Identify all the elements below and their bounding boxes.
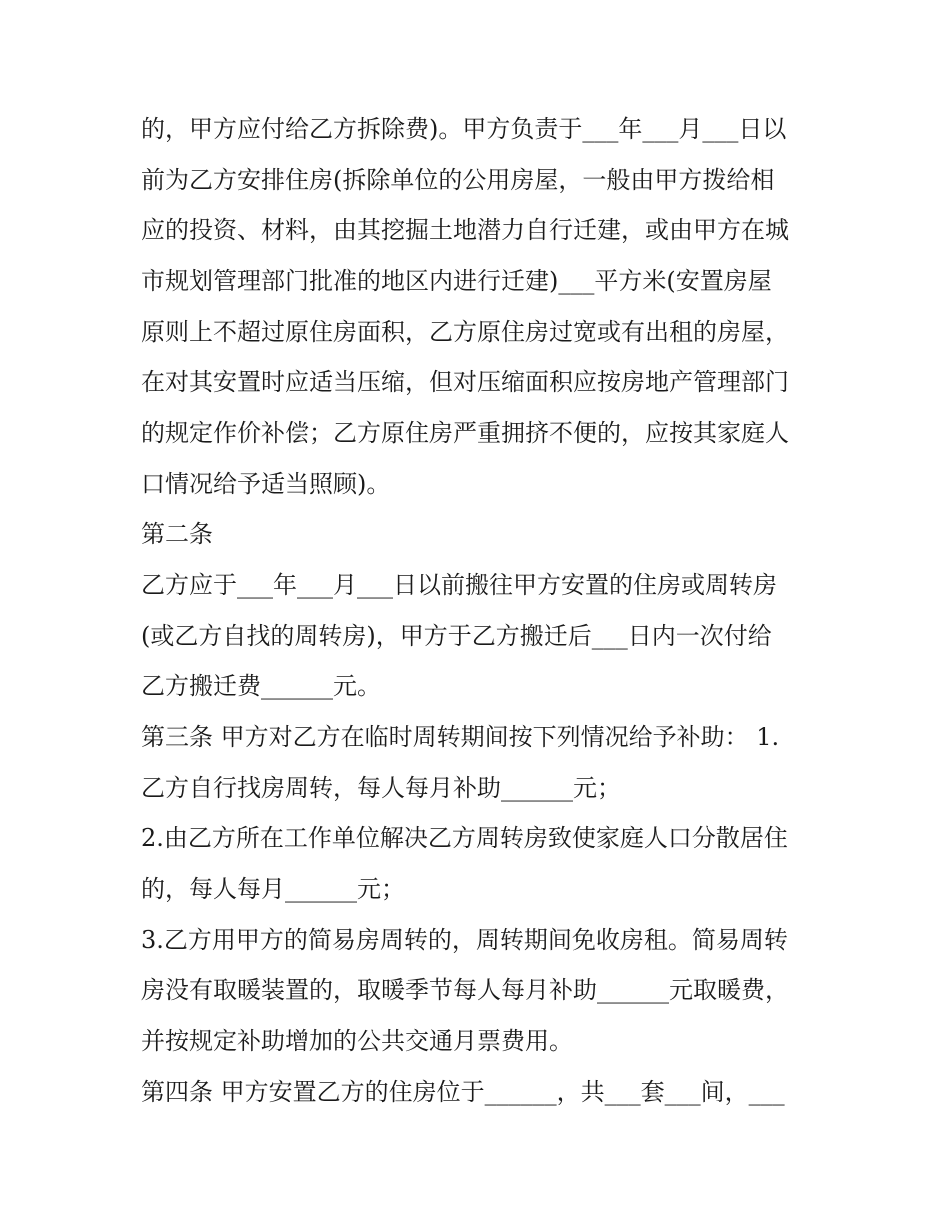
text-line: 的规定作价补偿；乙方原住房严重拥挤不便的，应按其家庭人 [141,419,789,447]
text-line: 市规划管理部门批准的地区内进行迁建)___平方米(安置房屋 [141,267,772,295]
text-line: 第三条 甲方对乙方在临时周转期间按下列情况给予补助： 1. [141,723,780,751]
text-line: 房没有取暖装置的，取暖季节每人每月补助______元取暖费， [141,976,789,1004]
text-line: 的，每人每月______元； [141,875,405,903]
text-line: 2.由乙方所在工作单位解决乙方周转房致使家庭人口分散居住 [141,824,788,852]
text-line: 口情况给予适当照顾)。 [141,470,391,498]
text-line: 应的投资、材料，由其挖掘土地潜力自行迁建，或由甲方在城 [141,216,789,244]
text-line: 乙方应于___年___月___日以前搬往甲方安置的住房或周转房 [141,571,777,599]
text-line: 原则上不超过原住房面积，乙方原住房过宽或有出租的房屋， [141,318,789,346]
text-line: 乙方自行找房周转，每人每月补助______元； [141,774,621,802]
text-line: 在对其安置时应适当压缩，但对压缩面积应按房地产管理部门 [141,368,789,396]
text-line: 3.乙方用甲方的简易房周转的，周转期间免收房租。简易周转 [141,926,788,954]
text-line: 的，甲方应付给乙方拆除费)。甲方负责于___年___月___日以 [141,115,787,143]
text-line: 并按规定补助增加的公共交通月票费用。 [141,1027,573,1055]
section-heading-article-2: 第二条 [141,520,213,548]
text-line: (或乙方自找的周转房)，甲方于乙方搬迁后___日内一次付给 [141,622,772,650]
text-line: 前为乙方安排住房(拆除单位的公用房屋，一般由甲方拨给相 [141,166,775,194]
text-line: 第四条 甲方安置乙方的住房位于______，共___套___间，___ [141,1078,785,1106]
text-line: 乙方搬迁费______元。 [141,672,381,700]
